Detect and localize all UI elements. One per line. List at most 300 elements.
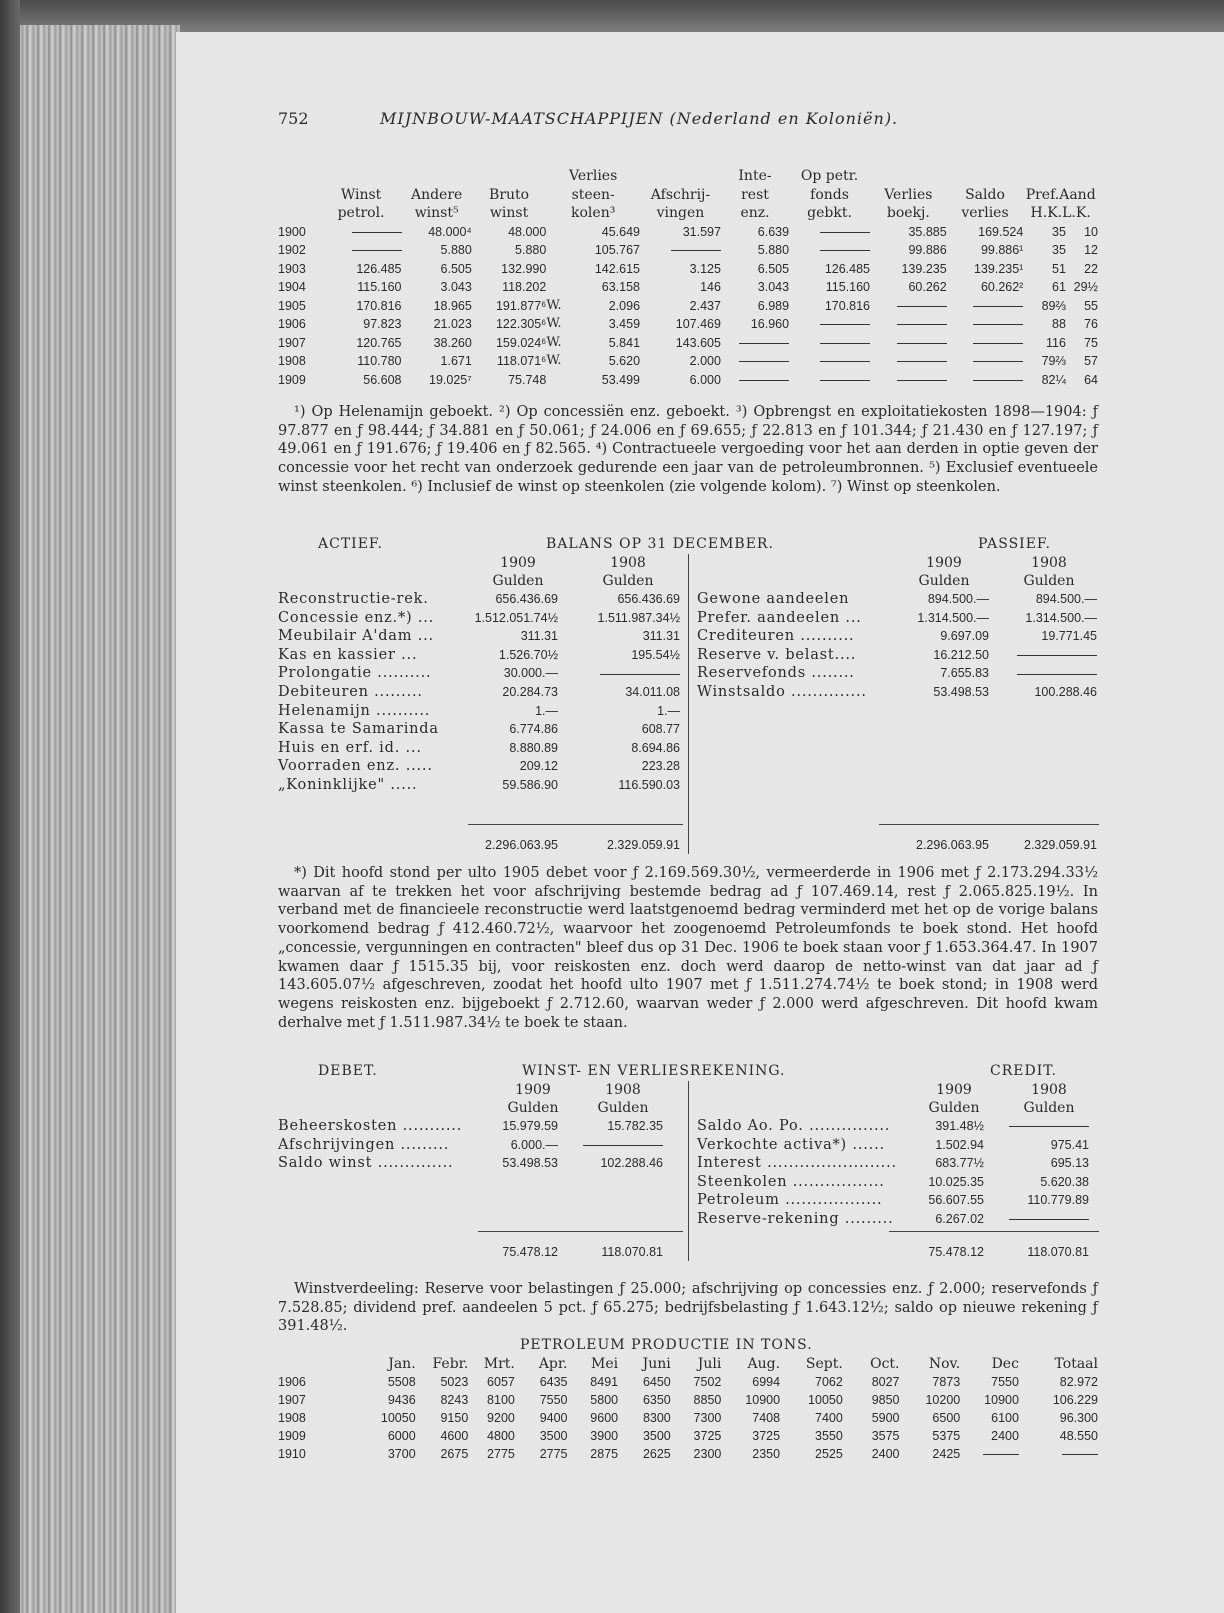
dash-rule [739,380,789,381]
saldo_verlies: 60.262² [980,280,1024,295]
production-value: 2775 [487,1447,515,1461]
production-body [278,1373,1098,1463]
value-1908 [989,646,1097,664]
value-1909: 6.000.— [510,1137,558,1152]
value-1909: 656.436.69 [495,592,558,606]
saldo_verlies [947,334,1024,353]
winstverdeeling: Winstverdeeling: Reserve voor belastingen ƒ 25.000; afschrijving op concessies enz. ƒ 2.000; reservefonds ƒ 7.528.85; dividend pref. aandeelen 5 pct. ƒ 65.275; bedrijfsbelasting ƒ 1.643.12½; saldo op nieuwe rekening ƒ 391.48½. [278,1281,1098,1335]
dash-rule [897,380,947,381]
afschrijvingen: 146 [700,280,721,295]
production-value: 3500 [642,1429,671,1443]
value-1909: 1.314.500.— [917,610,989,625]
aand: 22 [1084,261,1098,276]
production-value: 7408 [752,1411,781,1425]
production-value: 10900 [745,1393,781,1407]
passief-row [689,590,1099,609]
winst_petrol: 120.765 [356,335,402,350]
dash-rule [983,1454,1019,1455]
w-prefix [546,241,572,260]
year-cell: 1905 [278,298,306,313]
row-label: Kas en kassier ... [278,646,418,663]
production-value: 10050 [808,1393,843,1407]
footnotes-results: ¹) Op Helenamijn geboekt. ²) Op concessiën enz. geboekt. ³) Opbrengst en exploitatiekosten 1898—1904: ƒ 97.877 en ƒ 98.444; ƒ 34.881 en ƒ 50.061; ƒ 24.006 en ƒ 69.655; ƒ 22.813 en ƒ 101.344; ƒ 21.430 en ƒ 127.197; ƒ 49.061 en ƒ 191.676; ƒ 19.406 en ƒ 82.565. ⁴) Contractueele vergoeding voor het aan derden in optie geven der concessie voor het recht van onderzoek gedurende een jaar van de petroleumbronnen. ⁵) Exclusief eventueele winst steenkolen. ⁶) Inclusief de winst op steenkolen (zie volgende kolom). ⁷) Winst op steenkolen. [278,404,1098,495]
production-value: 5375 [932,1429,961,1443]
value-1908: 223.28 [641,759,680,774]
row-label: Afschrijvingen ......... [278,1136,450,1153]
row-label: Crediteuren .......... [697,628,855,645]
production-value: 9600 [590,1411,619,1425]
debet-row [278,1117,683,1136]
row-label: Interest ........................ [697,1155,897,1172]
row-label: Verkochte activa*) ...... [697,1136,885,1153]
production-row [278,1427,1098,1445]
debet-total-rule [478,1231,683,1232]
results-table [278,167,1098,389]
aand: 10 [1084,224,1098,239]
pref: 82¼ [1041,372,1066,387]
value-1908: 975.41 [1050,1137,1089,1152]
production-value: 9850 [871,1393,900,1407]
value-1908 [989,664,1097,682]
production-value: 3550 [815,1429,843,1443]
saldo_verlies: 99.886¹ [980,243,1024,258]
value-1908: 19.771.45 [1041,629,1097,644]
dash-rule [897,361,947,362]
month-header: Aug. [747,1356,781,1372]
row-label: Saldo winst .............. [278,1155,454,1172]
production-value: 6057 [487,1375,515,1389]
production-value: 8300 [642,1411,671,1425]
production-value: 8850 [693,1393,722,1407]
results-row [278,223,1098,242]
verlies_boekj: 139.235 [901,261,947,276]
passief-row [689,609,1099,628]
credit-total-rule [889,1231,1099,1232]
debet-rows [278,1117,683,1173]
bruto_winst: 159.024⁶ [495,335,547,350]
production-value: 2675 [440,1447,469,1461]
verlies_boekj [870,371,947,390]
production-heading [278,1336,1098,1354]
w-prefix [546,223,572,242]
afschrijvingen: 2.000 [689,354,721,369]
debet-row [278,1154,683,1173]
passief-column: 1909 1908 Gulden Gulden Gewone aandeelen 894.500.— 894.500.— Prefer. aandeelen ... 1.314.500.— 1.314.500.— Crediteuren .......... 9.697.09 19.771.45 Reserve v. belast.... 16.212.50 Reservefonds ........ 7.655.83 Winstsaldo .............. 53.498.53 100.288.46 2.296.063.95 2.329.059.91 [688,554,1099,854]
aand: 64 [1084,372,1098,387]
production-row [278,1409,1098,1427]
afschrijvingen [640,241,721,260]
row-label: Kassa te Samarinda [278,721,439,738]
year-cell: 1903 [278,261,306,276]
value-1908 [989,1210,1089,1228]
verlies_boekj [870,315,947,334]
month-header: Mei [591,1356,619,1372]
production-value: 6000 [387,1429,416,1443]
year-cell: 1908 [278,1411,306,1425]
verlies_boekj: 35.885 [908,224,947,239]
production-value: 3500 [539,1429,568,1443]
year-cell: 1902 [278,243,306,258]
production-value: 8491 [590,1375,619,1389]
op_petr_fonds: 170.816 [824,298,870,313]
production-value: 7400 [815,1411,843,1425]
value-1909: 311.31 [520,629,558,644]
results-row [278,241,1098,260]
saldo_verlies [947,371,1024,390]
interest: 3.043 [757,280,790,295]
passief-row [689,627,1099,646]
interest: 5.880 [757,243,790,258]
value-1909: 20.284.73 [502,684,558,699]
month-header: Juli [697,1356,722,1372]
production-value: 10200 [925,1393,961,1407]
results-row [278,260,1098,279]
running-head [278,110,1108,134]
production-value: 9400 [539,1411,568,1425]
passief-total-row: 2.296.063.95 2.329.059.91 [916,838,1097,852]
saldo_verlies: 139.235¹ [973,261,1024,276]
results-header-row-1: Verlies Inte- Op petr. [569,168,859,185]
aand: 57 [1084,354,1098,369]
production-header-row [278,1355,1098,1373]
corner-cell [278,1355,318,1373]
production-value: 7550 [991,1375,1019,1389]
month-header: Juni [642,1356,671,1372]
value-1909: 30.000.— [503,666,558,681]
bruto_winst: 132.990 [501,261,547,276]
value-1908: 116.590.03 [618,777,680,792]
actief-row [278,646,683,665]
dash-rule [739,361,789,362]
verlies_steenkolen: 3.459 [608,317,641,332]
pref: 35 [1052,243,1066,258]
w-prefix [546,371,572,390]
year-cell: 1907 [278,335,306,350]
value-1909: 53.498.53 [502,1156,558,1171]
month-header: Oct. [870,1356,900,1372]
credit-title: CREDIT. [990,1063,1057,1079]
value-1909: 6.774.86 [509,722,558,737]
value-1908: 1.511.987.34½ [597,610,680,625]
production-value: 2400 [871,1447,900,1461]
production-value: 2350 [752,1447,781,1461]
andere_winst: 38.260 [433,335,472,350]
production-value: 7502 [693,1375,722,1389]
production-value: 10900 [984,1393,1019,1407]
year-cell: 1906 [278,1375,306,1389]
production-value: 4600 [440,1429,469,1443]
row-label: Meubilair A'dam ... [278,628,434,645]
saldo_verlies [947,315,1024,334]
year-cell: 1906 [278,317,306,332]
pl-heading [278,1062,1098,1080]
value-1909: 391.48½ [935,1119,984,1133]
bruto_winst: 118.202 [502,280,547,295]
value-1908: 102.288.46 [600,1156,663,1171]
pref: 116 [1046,335,1066,350]
winst_petrol: 56.608 [363,372,402,387]
value-1908: 110.779.89 [1027,1193,1089,1208]
value-1909: 10.025.35 [928,1174,984,1189]
dash-rule [352,250,402,251]
value-1909: 1.526.70½ [498,647,558,662]
production-title: PETROLEUM PRODUCTIE IN TONS. [520,1337,813,1353]
value-1909: 683.77½ [935,1156,984,1171]
w-prefix: W. [546,353,562,369]
dash-rule [352,232,402,233]
book-spine-shadow [0,0,20,1613]
w-prefix [546,278,572,297]
month-header: Nov. [928,1356,961,1372]
month-header: Dec [991,1356,1019,1372]
value-1909: 1.512.051.74½ [474,610,558,625]
value-1908: 695.13 [1050,1156,1089,1171]
month-header: Mrt. [483,1356,515,1372]
verlies_boekj [870,334,947,353]
value-1908 [568,664,680,682]
production-value: 106.229 [1052,1393,1098,1407]
year-cell: 1907 [278,1393,306,1407]
dash-rule [820,324,870,325]
balance-title: BALANS OP 31 DECEMBER. [546,536,774,552]
w-prefix: W. [546,316,562,332]
value-1908 [989,1117,1089,1135]
production-value: 2875 [590,1447,619,1461]
winst_petrol: 110.780 [357,354,402,369]
dash-rule [820,343,870,344]
results-row [278,352,1098,371]
results-row [278,278,1098,297]
production-value: 9150 [440,1411,469,1425]
verlies_boekj: 60.262 [908,280,947,295]
dash-rule [1062,1454,1098,1455]
debet-total-row: 75.478.12 118.070.81 [502,1245,663,1259]
production-value: 3900 [590,1429,619,1443]
year-cell: 1900 [278,224,306,239]
bruto_winst: 191.877⁶ [495,298,547,313]
afschrijvingen: 3.125 [689,261,721,276]
production-value: 3725 [693,1429,722,1443]
pref: 51 [1052,261,1066,276]
andere_winst: 48.000⁴ [428,224,472,239]
credit-row [689,1154,1099,1173]
dash-rule [973,380,1023,381]
row-label: Petroleum .................. [697,1192,883,1209]
row-label: Voorraden enz. ..... [278,758,433,775]
production-value: 5023 [440,1375,469,1389]
value-1908: 1.314.500.— [1025,610,1097,625]
debet-row [278,1136,683,1155]
op_petr_fonds [789,352,870,371]
value-1908: 100.288.46 [1034,684,1097,699]
op_petr_fonds: 115.160 [825,280,870,295]
pref: 61 [1052,280,1066,295]
aand: 75 [1084,335,1098,350]
actief-row [278,739,683,758]
results-row [278,297,1098,316]
op_petr_fonds [789,371,870,390]
andere_winst: 21.023 [433,317,472,332]
results-row [278,315,1098,334]
value-1909: 8.880.89 [509,740,558,755]
month-header: Febr. [432,1356,469,1372]
andere_winst: 19.025⁷ [429,372,472,387]
w-prefix [546,260,572,279]
dash-rule [973,361,1023,362]
actief-column: 1909 1908 Gulden Gulden Reconstructie-rek. 656.436.69 656.436.69 Concessie enz.*) ... 1.512.051.74½ 1.511.987.34½ Meubilair A'dam ... 311.31 311.31 Kas en kassier ... 1.526.70½ 195.54½ Prolongatie .......... 30.000.— Debiteuren ......... 20.284.73 34.011.08 Helenamijn .......... 1.— 1.— Kassa te Samarinda 6.774.86 608.77 Huis en erf. id. ... 8.880.89 8.694.86 Voorraden enz. ..... 209.12 223.28 „Koninklijke" ..... 59.586.90 116.590.03 2.296.063.95 2.329.059.91 [278,554,683,795]
pref: 79⅔ [1041,354,1066,369]
op_petr_fonds [789,223,870,242]
afschrijvingen: 143.605 [675,335,721,350]
value-1909: 16.212.50 [933,647,989,662]
credit-total-row: 75.478.12 118.070.81 [928,1245,1089,1259]
production-row [278,1373,1098,1391]
interest: 6.989 [757,298,790,313]
production-value: 9436 [387,1393,416,1407]
passief-total-rule [879,824,1099,825]
row-label: Helenamijn .......... [278,702,431,719]
bruto_winst: 5.880 [515,243,547,258]
value-1908: 195.54½ [631,647,680,662]
andere_winst: 18.965 [433,298,472,313]
winst_petrol [321,223,402,242]
value-1908: 1.— [657,703,680,718]
results-header-row-3: petrol. winst⁵ winst kolen³ vingen enz. gebkt. boekj. verlies H.K.L.K. [337,205,1091,222]
andere_winst: 3.043 [440,280,472,295]
interest [721,352,789,371]
value-1908: 34.011.08 [625,684,680,699]
running-title: MIJNBOUW-MAATSCHAPPIJEN (Nederland en Koloniën). [380,109,899,128]
production-value: 2400 [991,1429,1019,1443]
production-value: 7550 [539,1393,568,1407]
actief-total-row: 2.296.063.95 2.329.059.91 [485,838,680,852]
production-value: 2775 [539,1447,568,1461]
row-label: Beheerskosten ........... [278,1118,463,1134]
actief-row [278,590,683,609]
production-value [1019,1445,1098,1463]
value-1909: 7.655.83 [940,666,989,681]
interest [721,334,789,353]
value-1909: 53.498.53 [933,684,989,699]
value-1908: 5.620.38 [1040,1174,1089,1189]
winst_petrol: 170.816 [356,298,402,313]
production-value: 7873 [932,1375,961,1389]
production-value: 6435 [539,1375,568,1389]
saldo_verlies [947,352,1024,371]
actief-total-rule [468,824,683,825]
bruto_winst: 118.071⁶ [496,354,547,369]
row-label: Huis en erf. id. ... [278,739,422,756]
aand: 12 [1084,243,1098,258]
winst_petrol: 97.823 [363,317,402,332]
row-label: Concessie enz.*) ... [278,609,435,626]
production-value: 3700 [387,1447,416,1461]
production-value: 4800 [487,1429,515,1443]
pref: 35 [1052,224,1066,239]
saldo_verlies [947,297,1024,316]
production-value: 6100 [991,1411,1019,1425]
winst_petrol [321,241,402,260]
balance-heading [278,535,1098,553]
actief-row [278,664,683,683]
value-1909: 6.267.02 [935,1211,984,1226]
production-value: 10050 [380,1411,416,1425]
actief-row [278,757,683,776]
andere_winst: 1.671 [440,354,472,369]
interest: 6.639 [757,224,790,239]
actief-row [278,702,683,721]
row-label: Gewone aandeelen [697,591,850,607]
winst_petrol: 115.160 [357,280,402,295]
dash-rule [739,343,789,344]
year-cell: 1909 [278,372,306,387]
results-row [278,371,1098,390]
row-label: Reserve v. belast.... [697,646,857,663]
production-value: 6994 [752,1375,781,1389]
verlies_steenkolen: 53.499 [601,372,641,387]
dash-rule [820,232,870,233]
op_petr_fonds: 126.485 [824,261,870,276]
op_petr_fonds [789,334,870,353]
verlies_steenkolen: 105.767 [594,243,641,258]
dash-rule [897,324,947,325]
production-value: 7062 [815,1375,843,1389]
results-header-row-2: Winst Andere Bruto steen- Afschrij- rest fonds Verlies Saldo Pref.Aand [340,186,1096,203]
book-page-edges [0,25,180,1613]
credit-row [689,1117,1099,1136]
value-1908: 8.694.86 [631,740,680,755]
op_petr_fonds [789,241,870,260]
aand: 55 [1084,298,1098,313]
verlies_boekj [870,352,947,371]
results-body [278,223,1098,390]
production-value: 9200 [487,1411,515,1425]
production-value: 6500 [932,1411,961,1425]
dash-rule [897,306,947,307]
production-value: 2425 [932,1447,961,1461]
value-1909: 209.12 [519,759,558,774]
bruto_winst: 122.305⁶ [495,317,547,332]
production-value: 96.300 [1059,1411,1098,1425]
row-label: Reservefonds ........ [697,665,855,682]
value-1909: 56.607.55 [928,1193,984,1208]
production-value: 2625 [642,1447,671,1461]
row-label: „Koninklijke" ..... [278,776,418,793]
verlies_boekj [870,297,947,316]
credit-row [689,1191,1099,1210]
passief-row [689,683,1099,702]
production-value: 82.972 [1059,1375,1098,1389]
saldo_verlies: 169.524 [978,224,1024,239]
credit-row [689,1210,1099,1229]
actief-row [278,609,683,628]
aand: 29½ [1073,280,1098,295]
verlies_steenkolen: 2.096 [608,298,641,313]
production-value: 6450 [642,1375,671,1389]
passief-rows [689,590,1099,702]
andere_winst: 6.505 [440,261,472,276]
dash-rule [820,250,870,251]
verlies_steenkolen: 5.841 [608,335,641,350]
interest [721,371,789,390]
production-table [278,1355,1098,1463]
production-row [278,1445,1098,1463]
w-prefix: W. [546,334,562,350]
value-1908: 608.77 [641,722,680,737]
page-number: 752 [278,109,309,128]
value-1909: 9.697.09 [940,629,989,644]
actief-row [278,627,683,646]
